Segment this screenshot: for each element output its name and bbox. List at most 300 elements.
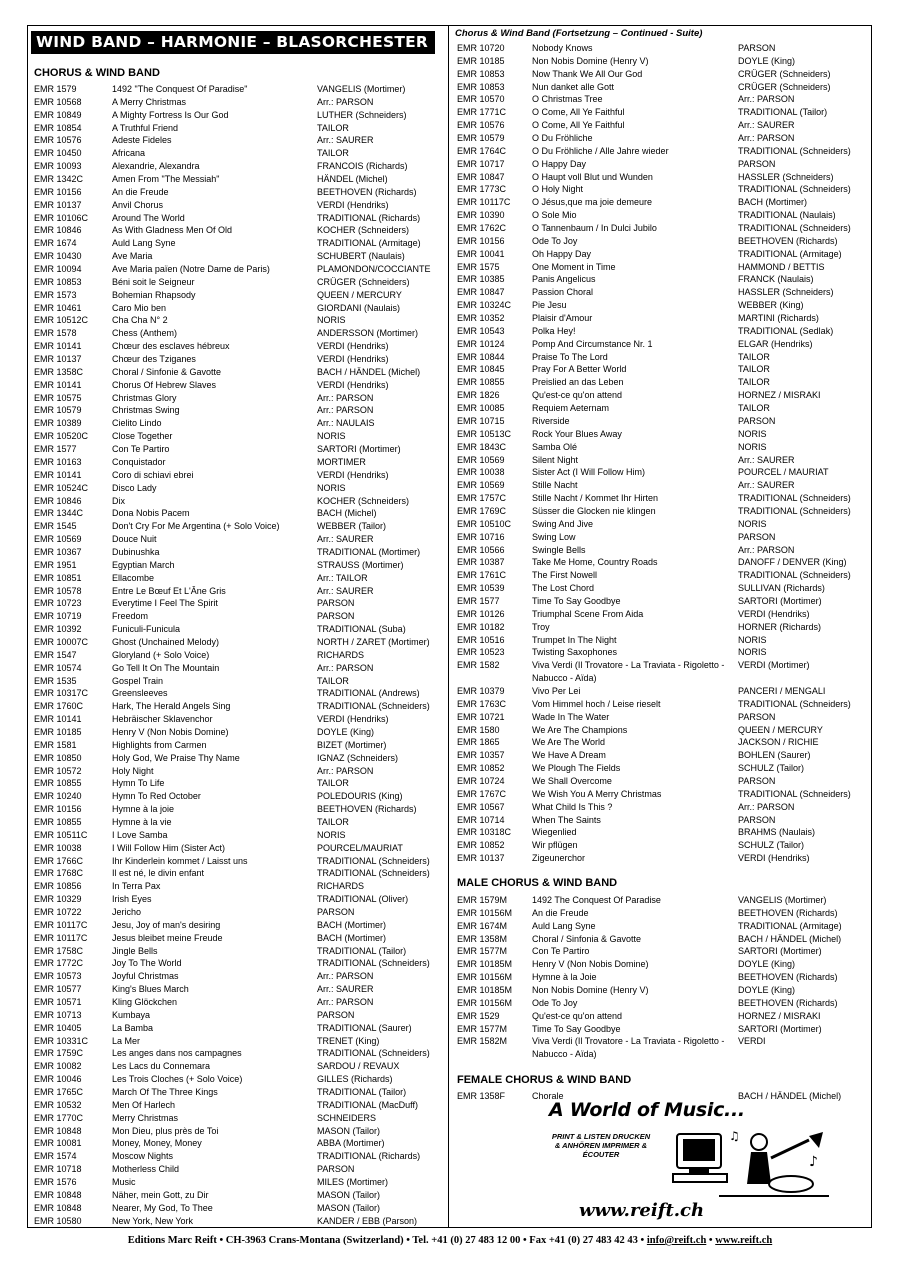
catalog-number: EMR 1577M — [457, 1023, 508, 1034]
footer-email-link[interactable]: info@reift.ch — [646, 1235, 707, 1246]
composer: PARSON — [738, 776, 776, 786]
catalog-row — [28, 160, 448, 173]
catalog-row — [449, 894, 873, 907]
catalog-row — [28, 777, 448, 790]
catalog-number: EMR 10117C — [34, 932, 88, 943]
composer: TRADITIONAL (Schneiders) — [738, 145, 851, 156]
catalog-number: EMR 10719 — [34, 611, 82, 622]
piece-title: Coro di schiavi ebrei — [112, 469, 194, 480]
piece-title: Joy To The World — [112, 958, 182, 969]
composer: Arr.: PARSON — [738, 801, 795, 812]
catalog-number: EMR 1574 — [34, 1151, 77, 1162]
catalog-number: EMR 10156 — [34, 186, 82, 197]
catalog-row — [28, 803, 448, 816]
composer: MORTIMER — [317, 456, 366, 467]
catalog-number: EMR 10570 — [457, 94, 505, 105]
composer: Arr.: SAURER — [738, 454, 795, 465]
piece-title: O Jésus,que ma joie demeure — [532, 197, 653, 208]
catalog-number: EMR 10569 — [34, 534, 82, 545]
catalog-number: EMR 10450 — [34, 148, 82, 159]
composer: TRADITIONAL (Schneiders) — [738, 570, 851, 581]
piece-title: Plaisir d'Amour — [532, 313, 593, 324]
catalog-row — [449, 235, 873, 248]
catalog-number: EMR 10046 — [34, 1074, 82, 1085]
composer: TRADITIONAL (Naulais) — [738, 210, 836, 221]
catalog-number: EMR 10329 — [34, 894, 82, 905]
composer: Arr.: PARSON — [317, 405, 374, 416]
catalog-number: EMR 1579 — [34, 84, 77, 94]
catalog-row — [28, 739, 448, 752]
piece-title: Highlights from Carmen — [112, 739, 207, 750]
piece-title: Wade In The Water — [532, 711, 610, 722]
catalog-number: EMR 10185 — [457, 55, 505, 66]
catalog-number: EMR 10357 — [457, 750, 505, 761]
composer: VERDI (Mortimer) — [738, 660, 810, 671]
piece-title: We Have A Dream — [532, 750, 606, 761]
piece-title: Riverside — [532, 415, 570, 426]
catalog-number: EMR 1759C — [34, 1048, 84, 1059]
catalog-row — [28, 186, 448, 199]
composer: Arr.: SAURER — [317, 585, 374, 596]
catalog-row — [28, 1099, 448, 1112]
catalog-row — [28, 945, 448, 958]
catalog-row — [449, 920, 873, 933]
composer: CRÜGER (Schneiders) — [738, 68, 831, 79]
catalog-row — [28, 96, 448, 109]
catalog-row — [28, 726, 448, 739]
catalog-row — [28, 404, 448, 417]
composer: SCHNEIDERS — [317, 1112, 377, 1123]
catalog-row — [28, 597, 448, 610]
catalog-number: EMR 10405 — [34, 1022, 82, 1033]
catalog-number: EMR 1575 — [457, 261, 500, 272]
composer: BEETHOVEN (Richards) — [317, 186, 417, 197]
catalog-row — [28, 623, 448, 636]
piece-title: Christmas Glory — [112, 392, 177, 403]
piece-title: Rock Your Blues Away — [532, 428, 622, 439]
composer: HAMMOND / BETTIS — [738, 261, 825, 272]
composer: QUEEN / MERCURY — [317, 289, 402, 300]
catalog-number: EMR 1582M — [457, 1036, 508, 1047]
catalog-number: EMR 1771C — [457, 107, 507, 118]
piece-title: Non Nobis Domine (Henry V) — [532, 55, 649, 66]
catalog-row — [28, 893, 448, 906]
male-chorus-list — [449, 894, 873, 1061]
composer: TRADITIONAL (Schneiders) — [317, 855, 430, 866]
piece-title: Men Of Harlech — [112, 1099, 176, 1110]
catalog-row — [449, 997, 873, 1010]
composer: RICHARDS — [317, 881, 365, 892]
piece-title: Freedom — [112, 611, 149, 622]
composer: PARSON — [738, 43, 776, 53]
piece-title: Dubinushka — [112, 546, 160, 557]
catalog-row — [449, 183, 873, 196]
piece-title: Mon Dieu, plus près de Toi — [112, 1125, 219, 1136]
piece-title: O Tannenbaum / In Dulci Jubilo — [532, 223, 657, 234]
catalog-number: EMR 1577 — [457, 595, 500, 606]
piece-title: Funiculi-Funicula — [112, 624, 181, 635]
catalog-number: EMR 10141 — [34, 341, 82, 352]
piece-title: Music — [112, 1177, 136, 1188]
composer: BEETHOVEN (Richards) — [738, 997, 838, 1008]
catalog-row — [28, 1035, 448, 1048]
piece-title: Praise To The Lord — [532, 351, 608, 362]
catalog-row — [28, 1215, 448, 1227]
catalog-number: EMR 1767C — [457, 788, 507, 799]
catalog-number: EMR 1826 — [457, 390, 500, 401]
piece-title: Dix — [112, 495, 125, 506]
composer: BRAHMS (Naulais) — [738, 827, 816, 838]
catalog-banner: WIND BAND – HARMONIE – BLASORCHESTER — [31, 31, 435, 54]
piece-title: 1492 The Conquest Of Paradise — [532, 895, 661, 905]
composer: BEETHOVEN (Richards) — [738, 907, 838, 918]
composer: TAILOR — [738, 403, 770, 414]
section-heading-female: FEMALE CHORUS & WIND BAND — [457, 1074, 632, 1086]
piece-title: Nobody Knows — [532, 43, 593, 53]
piece-title: O Haupt voll Blut und Wunden — [532, 171, 653, 182]
catalog-row — [28, 379, 448, 392]
catalog-number: EMR 1843C — [457, 441, 507, 452]
catalog-number: EMR 10573 — [34, 971, 82, 982]
composer: PARSON — [738, 711, 776, 722]
piece-title: Les Lacs du Connemara — [112, 1061, 211, 1072]
catalog-row — [28, 700, 448, 713]
composer: VERDI (Hendriks) — [317, 199, 389, 210]
composer: TAILOR — [317, 778, 349, 789]
catalog-row — [449, 852, 873, 865]
catalog-number: EMR 1545 — [34, 521, 77, 532]
piece-title: Silent Night — [532, 454, 579, 465]
composer: BEETHOVEN (Richards) — [738, 235, 838, 246]
catalog-row — [28, 983, 448, 996]
piece-title: Nearer, My God, To Thee — [112, 1202, 213, 1213]
composer: NORIS — [738, 428, 767, 439]
catalog-row — [449, 907, 873, 920]
piece-title: Béni soit le Seigneur — [112, 276, 195, 287]
catalog-number: EMR 10714 — [457, 814, 505, 825]
piece-title: Passion Choral — [532, 287, 594, 298]
catalog-number: EMR 10844 — [457, 351, 505, 362]
catalog-row — [28, 430, 448, 443]
catalog-number: EMR 10324C — [457, 300, 512, 311]
catalog-row — [28, 996, 448, 1009]
composer: VERDI (Hendriks) — [317, 354, 389, 365]
catalog-number: EMR 10846 — [34, 495, 82, 506]
catalog-row — [28, 546, 448, 559]
catalog-row — [28, 957, 448, 970]
composer: SARTORI (Mortimer) — [738, 595, 822, 606]
catalog-row — [449, 402, 873, 415]
catalog-row — [28, 932, 448, 945]
piece-title: Dona Nobis Pacem — [112, 508, 190, 519]
piece-title: Ode To Joy — [532, 997, 578, 1008]
piece-title: Les Trois Cloches (+ Solo Voice) — [112, 1074, 243, 1085]
catalog-number: EMR 10367 — [34, 546, 82, 557]
composer: SARTORI (Mortimer) — [317, 444, 401, 455]
composer: VANGELIS (Mortimer) — [317, 84, 406, 94]
composer: MARTINI (Richards) — [738, 313, 819, 324]
composer: BACH / HÄNDEL (Michel) — [738, 1091, 842, 1101]
catalog-row — [449, 634, 873, 647]
composer: PARSON — [317, 611, 355, 622]
piece-title: In Terra Pax — [112, 881, 161, 892]
piece-title: Christmas Swing — [112, 405, 180, 416]
composer: KANDER / EBB (Parson) — [317, 1215, 418, 1226]
composer: Arr.: PARSON — [317, 997, 374, 1008]
piece-title: Sister Act (I Will Follow Him) — [532, 467, 646, 478]
catalog-number: EMR 1865 — [457, 737, 500, 748]
composer: Arr.: SAURER — [317, 534, 374, 545]
catalog-row — [449, 492, 873, 505]
chorus-list — [28, 83, 448, 1227]
composer: TRADITIONAL (Schneiders) — [317, 701, 430, 712]
composer: NORIS — [738, 441, 767, 452]
catalog-row — [28, 1137, 448, 1150]
catalog-number: EMR 10580 — [34, 1215, 82, 1226]
catalog-number: EMR 10849 — [34, 109, 82, 120]
composer: TAILOR — [317, 122, 349, 133]
catalog-row — [449, 428, 873, 441]
catalog-row — [28, 366, 448, 379]
catalog-number: EMR 10855 — [34, 816, 82, 827]
piece-title: Holy Night — [112, 765, 154, 776]
composer: SCHULZ (Tailor) — [738, 840, 805, 851]
catalog-row — [449, 363, 873, 376]
catalog-number: EMR 10539 — [457, 583, 505, 594]
catalog-row — [28, 250, 448, 263]
piece-title: Ave Maria païen (Notre Dame de Paris) — [112, 264, 270, 275]
composer: Arr.: PARSON — [317, 96, 374, 107]
footer — [0, 1235, 900, 1246]
catalog-number: EMR 10185M — [457, 959, 513, 970]
catalog-number: EMR 10721 — [457, 711, 505, 722]
catalog-row — [28, 314, 448, 327]
catalog-number: EMR 10577 — [34, 984, 82, 995]
composer: FRANCOIS (Richards) — [317, 161, 408, 172]
catalog-number: EMR 10855 — [34, 778, 82, 789]
catalog-number: EMR 10717 — [457, 158, 505, 169]
catalog-number: EMR 1768C — [34, 868, 84, 879]
composer: BIZET (Mortimer) — [317, 739, 387, 750]
composer: TRADITIONAL (Schneiders) — [317, 958, 430, 969]
catalog-row — [28, 109, 448, 122]
piece-title: Ihr Kinderlein kommet / Laisst uns — [112, 855, 248, 866]
composer: WEBBER (King) — [738, 300, 804, 311]
catalog-number: EMR 10571 — [34, 997, 82, 1008]
catalog-number: EMR 1761C — [457, 570, 507, 581]
composer: Arr.: PARSON — [317, 662, 374, 673]
composer: TRADITIONAL (Tailor) — [317, 1087, 407, 1098]
catalog-row — [28, 867, 448, 880]
piece-title: We Plough The Fields — [532, 763, 621, 774]
piece-title: What Child Is This ? — [532, 801, 613, 812]
catalog-row — [28, 1060, 448, 1073]
catalog-row — [449, 711, 873, 724]
catalog-number: EMR 1579M — [457, 895, 508, 905]
piece-title: Go Tell It On The Mountain — [112, 662, 220, 673]
piece-title: A Merry Christmas — [112, 96, 187, 107]
piece-title: Chess (Anthem) — [112, 328, 178, 339]
composer: TRADITIONAL (Sedlak) — [738, 325, 834, 336]
svg-text:♪: ♪ — [809, 1154, 818, 1170]
piece-title: A Truthful Friend — [112, 122, 179, 133]
catalog-row — [28, 970, 448, 983]
footer-web-link[interactable]: www.reift.ch — [715, 1235, 773, 1246]
composer: HÄNDEL (Michel) — [317, 174, 388, 185]
catalog-number: EMR 10156M — [457, 997, 513, 1008]
catalog-number: EMR 10137 — [34, 199, 82, 210]
composer: TAILOR — [738, 351, 770, 362]
catalog-number: EMR 10848 — [34, 1189, 82, 1200]
composer: Arr.: PARSON — [317, 765, 374, 776]
piece-title: Close Together — [112, 431, 173, 442]
composer: KOCHER (Schneiders) — [317, 495, 410, 506]
composer: PLAMONDON/COCCIANTE — [317, 264, 431, 275]
composer: ABBA (Mortimer) — [317, 1138, 385, 1149]
catalog-row — [449, 556, 873, 569]
catalog-number: EMR 10085 — [457, 403, 505, 414]
composer: GILLES (Richards) — [317, 1074, 393, 1085]
musicians-illustration-icon — [659, 1126, 839, 1204]
catalog-row — [28, 662, 448, 675]
piece-title: Amen From "The Messiah" — [112, 174, 220, 185]
piece-title: Swingle Bells — [532, 544, 586, 555]
catalog-number: EMR 1674 — [34, 238, 77, 249]
composer: TAILOR — [738, 364, 770, 375]
composer: TRADITIONAL (Schneiders) — [738, 184, 851, 195]
catalog-number: EMR 10575 — [34, 392, 82, 403]
catalog-row — [28, 392, 448, 405]
piece-title: O Come, All Ye Faithful — [532, 107, 625, 118]
catalog-row — [28, 340, 448, 353]
catalog-row — [449, 595, 873, 608]
right-column — [449, 26, 873, 1227]
catalog-number: EMR 10185 — [34, 726, 82, 737]
piece-title: Triumphal Scene From Aida — [532, 608, 644, 619]
composer: POURCEL / MAURIAT — [738, 467, 829, 478]
composer: KOCHER (Schneiders) — [317, 225, 410, 236]
piece-title: Conquistador — [112, 456, 166, 467]
catalog-number: EMR 10387 — [457, 557, 505, 568]
piece-title: Caro Mio ben — [112, 302, 167, 313]
catalog-number: EMR 10094 — [34, 264, 82, 275]
piece-title: Around The World — [112, 212, 185, 223]
catalog-row — [449, 376, 873, 389]
catalog-row — [449, 196, 873, 209]
catalog-number: EMR 10038 — [34, 842, 82, 853]
catalog-row — [28, 842, 448, 855]
logo-title: A World of Music... — [549, 1099, 745, 1121]
piece-title: Henry V (Non Nobis Domine) — [112, 726, 229, 737]
catalog-row — [449, 286, 873, 299]
composer: TRADITIONAL (Schneiders) — [738, 493, 851, 504]
piece-title: When The Saints — [532, 814, 601, 825]
piece-title: O Sole Mio — [532, 210, 577, 221]
composer: SARDOU / REVAUX — [317, 1061, 400, 1072]
piece-title: Auld Lang Syne — [532, 920, 596, 931]
catalog-row — [28, 1150, 448, 1163]
piece-title: Süsser die Glocken nie klingen — [532, 505, 656, 516]
piece-title: Stille Nacht — [532, 480, 578, 491]
catalog-row — [449, 971, 873, 984]
composer: BACH (Michel) — [317, 508, 377, 519]
catalog-row — [449, 698, 873, 711]
composer: VERDI (Hendriks) — [738, 853, 810, 864]
composer: VANGELIS (Mortimer) — [738, 895, 827, 905]
catalog-number: EMR 10854 — [34, 122, 82, 133]
piece-title: I Love Samba — [112, 829, 168, 840]
catalog-number: EMR 1577M — [457, 946, 508, 957]
composer: VERDI (Hendriks) — [317, 469, 389, 480]
catalog-row — [449, 55, 873, 68]
continued-heading: Chorus & Wind Band (Fortsetzung – Continued - Suite) — [455, 28, 703, 39]
piece-title: We Are The World — [532, 737, 606, 748]
piece-title: Con Te Partiro — [112, 444, 170, 455]
svg-text:♫: ♫ — [729, 1129, 740, 1143]
catalog-row — [449, 479, 873, 492]
catalog-row — [449, 531, 873, 544]
composer: SARTORI (Mortimer) — [738, 946, 822, 957]
composer: Arr.: PARSON — [738, 544, 795, 555]
catalog-number: EMR 10163 — [34, 456, 82, 467]
catalog-number: EMR 10848 — [34, 1125, 82, 1136]
catalog-number: EMR 1769C — [457, 505, 507, 516]
catalog-row — [449, 724, 873, 737]
composer: PARSON — [317, 1009, 355, 1020]
catalog-number: EMR 10572 — [34, 765, 82, 776]
piece-title: Pie Jesu — [532, 300, 567, 311]
piece-title: Näher, mein Gott, zu Dir — [112, 1189, 209, 1200]
catalog-row — [28, 495, 448, 508]
catalog-number: EMR 10852 — [457, 763, 505, 774]
catalog-row — [449, 106, 873, 119]
piece-title: Polka Hey! — [532, 325, 576, 336]
piece-title: Don't Cry For Me Argentina (+ Solo Voice) — [112, 521, 280, 532]
piece-title: Hebräischer Sklavenchor — [112, 714, 213, 725]
catalog-row — [28, 790, 448, 803]
catalog-number: EMR 10038 — [457, 467, 505, 478]
catalog-number: EMR 10317C — [34, 688, 89, 699]
piece-title: Les anges dans nos campagnes — [112, 1048, 242, 1059]
composer: HORNER (Richards) — [738, 621, 822, 632]
composer: MILES (Mortimer) — [317, 1177, 389, 1188]
piece-title: Swing Low — [532, 531, 576, 542]
piece-title: Hymne à la Joie — [532, 972, 597, 983]
catalog-number: EMR 10511C — [34, 829, 88, 840]
catalog-number: EMR 10718 — [34, 1164, 82, 1175]
composer: VERDI — [738, 1036, 766, 1047]
catalog-number: EMR 10579 — [457, 133, 505, 144]
composer: TAILOR — [317, 816, 349, 827]
footer-address: Editions Marc Reift • CH-3963 Crans-Montana (Switzerland) • Tel. +41 (0) 27 483 12 00 • Fax +41 (0) 27 483 42 43 • — [127, 1235, 647, 1246]
catalog-row — [28, 327, 448, 340]
left-column — [28, 26, 448, 1227]
catalog-row — [28, 134, 448, 147]
composer: PANCERI / MENGALI — [738, 685, 826, 696]
catalog-row — [28, 443, 448, 456]
catalog-row — [28, 417, 448, 430]
catalog-row — [449, 222, 873, 235]
catalog-number: EMR 1766C — [34, 855, 84, 866]
catalog-number: EMR 1535 — [34, 675, 77, 686]
piece-title: A Mighty Fortress Is Our God — [112, 109, 229, 120]
catalog-row — [449, 958, 873, 971]
catalog-number: EMR 1758C — [34, 945, 84, 956]
catalog-number: EMR 10569 — [457, 480, 505, 491]
catalog-number: EMR 10716 — [457, 531, 505, 542]
composer: LUTHER (Schneiders) — [317, 109, 407, 120]
catalog-number: EMR 1573 — [34, 289, 77, 300]
